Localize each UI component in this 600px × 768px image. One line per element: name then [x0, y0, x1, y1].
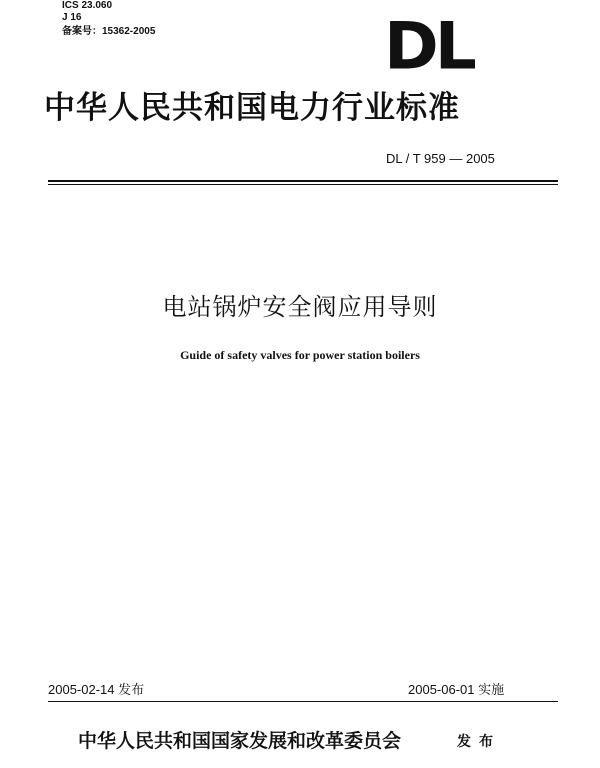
record-number: 备案号：15362-2005 — [62, 26, 156, 37]
implementation-date: 2005-06-01 实施 — [408, 682, 505, 697]
header-divider-thin — [48, 184, 558, 185]
classification-code: J 16 — [62, 12, 82, 23]
footer-divider — [48, 701, 558, 702]
standard-number: DL / T 959 — 2005 — [386, 151, 495, 166]
ics-code: ICS 23.060 — [62, 0, 113, 11]
header-divider — [48, 180, 558, 182]
issuing-authority: 中华人民共和国国家发展和改革委员会 — [78, 730, 402, 752]
issuing-action: 发布 — [457, 734, 501, 750]
document-title-chinese: 电站锅炉安全阀应用导则 — [162, 293, 438, 321]
standard-category-title: 中华人民共和国电力行业标准 — [44, 90, 460, 126]
document-title-english: Guide of safety valves for power station boilers — [180, 348, 420, 362]
dl-logo: DL — [384, 8, 473, 85]
issue-date: 2005-02-14 发布 — [48, 682, 145, 697]
